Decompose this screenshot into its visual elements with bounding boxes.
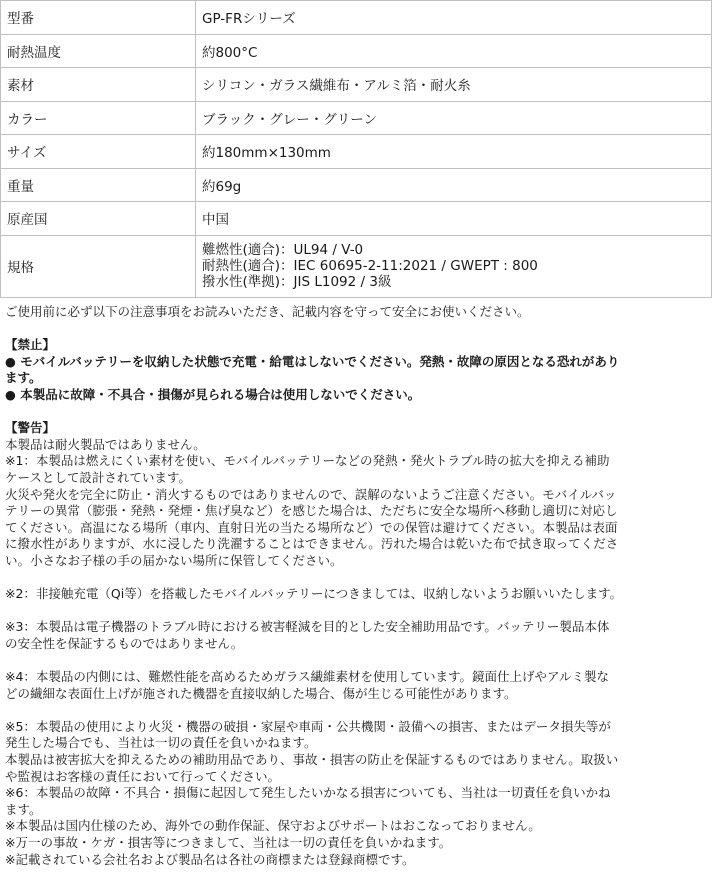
warning-line: 本製品は耐火製品ではありません。 xyxy=(5,436,206,452)
spec-row-origin xyxy=(1,202,712,236)
warning-line: 火災や発火を完全に防止・消火するものではありませんので、誤解のないようご注意ください。モバイルバッ xyxy=(5,486,617,502)
standard-line: 撥水性(準拠)：JIS L1092 / 3級 xyxy=(202,274,392,290)
spec-row-weight xyxy=(1,168,712,202)
prohibition-line: ● モバイルバッテリーを収納した状態で充電・給電はしないでください。発熱・故障の原因となる恐れがあり xyxy=(5,353,620,369)
spec-row-material xyxy=(1,68,712,102)
warning-line: テリーの異常（膨張・発熱・発煙・焦げ臭など）を感じた場合は、ただちに安全な場所へ移動し適切に対応し xyxy=(5,503,618,519)
warning-line: ※1：本製品は燃えにくい素材を使い、モバイルバッテリーなどの発熱・発火トラブル時の拡大を抑える補助 xyxy=(5,453,610,469)
note-6-line: ます。 xyxy=(5,801,42,817)
intro-text: ご使用前に必ず以下の注意事項をお読みいただき、記載内容を守って安全にお使いください。 xyxy=(5,304,530,319)
note-5-line: や監視はお客様の責任において行ってください。 xyxy=(5,768,281,784)
standard-line: 難燃性(適合)：UL94 / V-0 xyxy=(202,242,364,258)
prohibition-line: ます。 xyxy=(5,370,42,386)
spec-table xyxy=(0,0,712,298)
warning-line: に撥水性がありますが、水に浸したり洗濯することはできません。汚れた場合は乾いた布で拭き取ってくださ xyxy=(5,536,619,552)
warning-line: てください。高温になる場所（車内、直射日光の当たる場所など）での保管は避けてください。本製品は表面 xyxy=(5,519,618,535)
spec-row-heat-resistance xyxy=(1,34,712,68)
note-5-line: 発生した場合でも、当社は一切の責任を負いかねます。 xyxy=(5,735,317,751)
note-5-line: 本製品は被害拡大を抑えるための補助用品であり、事故・損害の防止を保証するものではありません。取扱い xyxy=(5,752,619,768)
spec-label: カラー xyxy=(1,101,196,135)
note-4-line: どの繊細な表面仕上げが施された機器を直接収納した場合、傷が生じる可能性があります。 xyxy=(5,685,517,701)
warning-line: ケースとして設計されています。 xyxy=(5,469,191,485)
spec-value: シリコン・ガラス繊維布・アルミ箔・耐火糸 xyxy=(196,68,712,102)
note-3-line: の安全性を保証するものではありません。 xyxy=(5,635,244,651)
note-5-line: ※5：本製品の使用により火災・機器の破損・家屋や車両・公共機関・設備への損害、またはデータ損失等が xyxy=(5,718,611,734)
spec-row-color xyxy=(1,101,712,135)
spec-label: 素材 xyxy=(1,68,196,102)
footnote-line: ※万一の事故・ケガ・損害等につきまして、当社は一切の責任を負いかねます。 xyxy=(5,835,452,850)
spec-row-model xyxy=(1,1,712,35)
warning-line: い。小さなお子様の手の届かない場所に保管してください。 xyxy=(5,552,343,568)
spec-label: サイズ xyxy=(1,135,196,169)
prohibition-line: ● 本製品に故障・不具合・損傷が見られる場合は使用しないでください。 xyxy=(5,386,421,402)
prohibition-heading: 【禁止】 xyxy=(5,337,56,353)
spec-value: ブラック・グレー・グリーン xyxy=(196,101,712,135)
spec-value: 約180mm×130mm xyxy=(196,135,712,169)
standard-line: 耐熱性(適合)：IEC 60695-2-11:2021 / GWEPT : 800 xyxy=(202,258,538,274)
footnote-line: ※記載されている会社名および製品名は各社の商標または登録商標です。 xyxy=(5,851,415,867)
warning-heading: 【警告】 xyxy=(5,420,56,436)
spec-label: 原産国 xyxy=(1,202,196,236)
spec-value-standards xyxy=(196,235,712,297)
footnote-line: ※本製品は国内仕様のため、海外での動作保証、保守およびサポートはおこなっておりません。 xyxy=(5,818,541,834)
spec-value: 中国 xyxy=(196,202,712,236)
note-4-line: ※4：本製品の内側には、難燃性能を高めるためガラス繊維素材を使用しています。鏡面仕上げやアルミ製な xyxy=(5,669,610,685)
spec-label: 型番 xyxy=(1,1,196,35)
note-3-line: ※3：本製品は電子機器のトラブル時における被害軽減を目的とした安全補助用品です。バッテリー製品本体 xyxy=(5,619,610,635)
spec-label: 規格 xyxy=(1,235,196,297)
spec-value: 約69g xyxy=(196,168,712,202)
spec-row-size xyxy=(1,135,712,169)
caution-notes xyxy=(5,304,709,868)
spec-row-standards xyxy=(1,235,712,297)
spec-value: GP-FRシリーズ xyxy=(196,1,712,35)
note-6-line: ※6：本製品の故障・不具合・損傷に起因して発生したいかなる損害についても、当社は一切責任を負いかね xyxy=(5,785,611,801)
spec-label: 耐熱温度 xyxy=(1,34,196,68)
spec-value: 約800°C xyxy=(196,34,712,68)
note-2-line: ※2：非接触充電（Qi等）を搭載したモバイルバッテリーにつきましては、収納しないようお願いいたします。 xyxy=(5,586,623,602)
spec-label: 重量 xyxy=(1,168,196,202)
